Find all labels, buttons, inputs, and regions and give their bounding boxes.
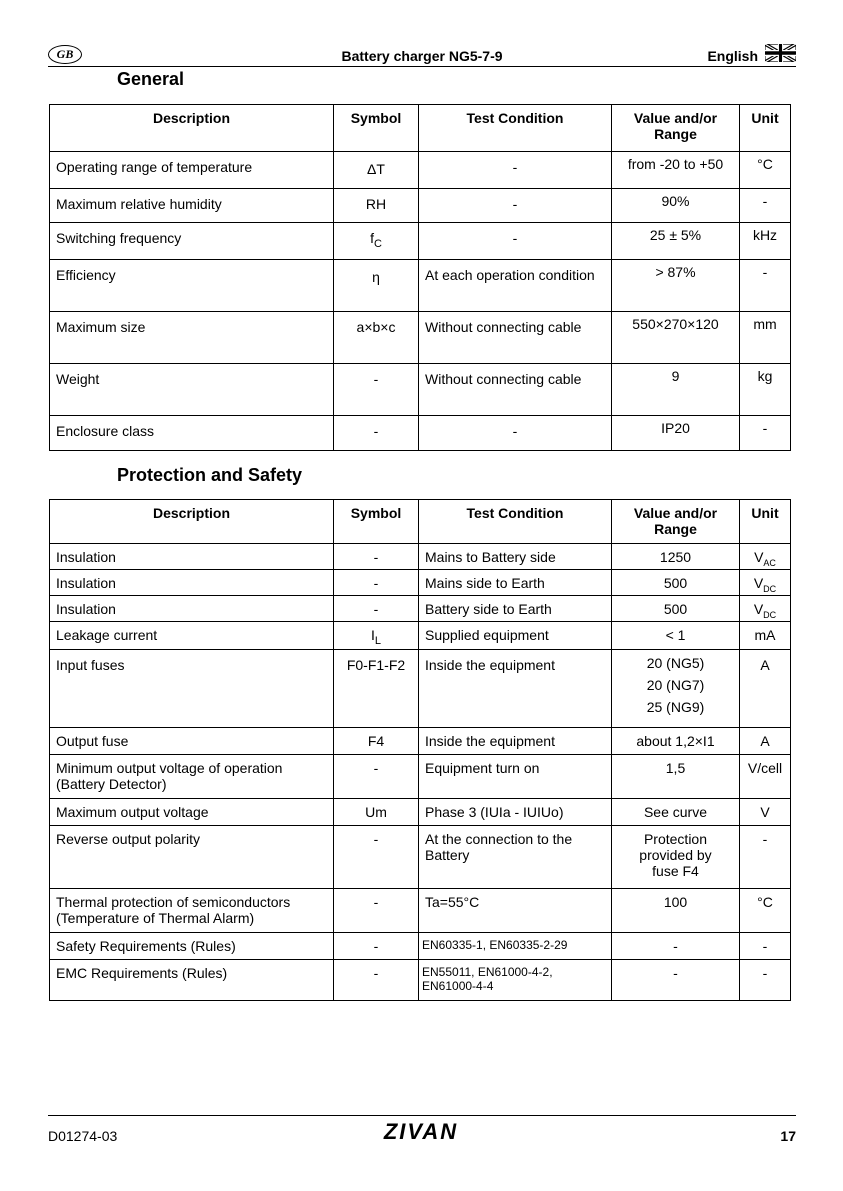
language-label: English	[707, 48, 758, 64]
cell-condition: EN60335-1, EN60335-2-29	[419, 933, 612, 960]
cell-unit: -	[740, 933, 791, 960]
cell-unit: -	[740, 960, 791, 1001]
cell-symbol: a×b×c	[334, 312, 419, 364]
cell-value: 20 (NG5)	[646, 655, 705, 671]
cell-condition: -	[419, 223, 612, 260]
column-header: Test Condition	[419, 105, 612, 152]
cell-value: Protection provided by fuse F4	[612, 826, 740, 889]
column-header: Test Condition	[419, 500, 612, 544]
cell-unit: V/cell	[740, 755, 791, 799]
cell-symbol: F0-F1-F2	[334, 650, 419, 728]
table-row	[50, 596, 791, 622]
cell-value-list	[612, 650, 740, 728]
cell-value: > 87%	[612, 260, 740, 312]
cell-unit: $V_{AC}$	[740, 544, 791, 570]
cell-unit: A	[740, 728, 791, 755]
cell-value: about 1,2×I1	[612, 728, 740, 755]
table-row	[50, 364, 791, 416]
table-row	[50, 189, 791, 223]
table-row	[50, 933, 791, 960]
cell-condition: At the connection to the Battery	[419, 826, 612, 889]
column-header: Symbol	[334, 105, 419, 152]
cell-unit: kg	[740, 364, 791, 416]
table-row	[50, 960, 791, 1001]
cell-description: Enclosure class	[50, 416, 334, 451]
cell-description: Maximum output voltage	[50, 799, 334, 826]
cell-symbol: -	[334, 960, 419, 1001]
cell-symbol: F4	[334, 728, 419, 755]
section-title-protection: Protection and Safety	[117, 465, 303, 485]
cell-symbol: $I_L$	[334, 622, 419, 650]
svg-text:ZIVAN: ZIVAN	[383, 1120, 459, 1142]
table-row	[50, 826, 791, 889]
cell-symbol: -	[334, 570, 419, 596]
column-header: Unit	[740, 500, 791, 544]
column-header: Value and/or Range	[612, 500, 740, 544]
cell-symbol: -	[334, 826, 419, 889]
cell-unit: $V_{DC}$	[740, 570, 791, 596]
cell-condition: Without connecting cable	[419, 312, 612, 364]
cell-value: -	[612, 933, 740, 960]
document-title: Battery charger NG5-7-9	[341, 48, 503, 64]
cell-value: IP20	[612, 416, 740, 451]
section-title-general: General	[117, 69, 185, 89]
cell-symbol: η	[334, 260, 419, 312]
cell-description: Efficiency	[50, 260, 334, 312]
cell-description: Switching frequency	[50, 223, 334, 260]
table-row	[50, 260, 791, 312]
table-row	[50, 312, 791, 364]
cell-condition: At each operation condition	[419, 260, 612, 312]
table-row	[50, 152, 791, 189]
cell-value: < 1	[612, 622, 740, 650]
cell-symbol: -	[334, 933, 419, 960]
cell-symbol: $f_C$	[334, 223, 419, 260]
cell-value: 90%	[612, 189, 740, 223]
cell-description: Input fuses	[50, 650, 334, 728]
cell-value: See curve	[612, 799, 740, 826]
cell-description: Insulation	[50, 596, 334, 622]
table-row	[50, 728, 791, 755]
table-row	[50, 416, 791, 451]
cell-condition: Mains side to Earth	[419, 570, 612, 596]
cell-condition: Mains to Battery side	[419, 544, 612, 570]
cell-description: Thermal protection of semiconductors (Temperature of Thermal Alarm)	[50, 889, 334, 933]
cell-unit: °C	[740, 889, 791, 933]
cell-value: 1250	[612, 544, 740, 570]
cell-unit: -	[740, 189, 791, 223]
column-header: Unit	[740, 105, 791, 152]
cell-symbol: -	[334, 889, 419, 933]
cell-unit: mm	[740, 312, 791, 364]
cell-value: 100	[612, 889, 740, 933]
cell-condition: Supplied equipment	[419, 622, 612, 650]
cell-unit: -	[740, 260, 791, 312]
cell-condition: Equipment turn on	[419, 755, 612, 799]
gb-badge: GB	[48, 45, 82, 64]
cell-value: 9	[612, 364, 740, 416]
cell-value: from -20 to +50	[612, 152, 740, 189]
cell-description: Maximum relative humidity	[50, 189, 334, 223]
table-row	[50, 223, 791, 260]
page-footer	[48, 1115, 796, 1144]
cell-description: Maximum size	[50, 312, 334, 364]
table-row	[50, 799, 791, 826]
cell-symbol: RH	[334, 189, 419, 223]
cell-unit: -	[740, 416, 791, 451]
cell-description: Insulation	[50, 544, 334, 570]
cell-description: EMC Requirements (Rules)	[50, 960, 334, 1001]
cell-symbol: Um	[334, 799, 419, 826]
cell-description: Insulation	[50, 570, 334, 596]
uk-flag-icon	[765, 44, 796, 62]
cell-unit: mA	[740, 622, 791, 650]
cell-condition: -	[419, 152, 612, 189]
column-header: Description	[50, 105, 334, 152]
cell-condition: -	[419, 416, 612, 451]
cell-description: Operating range of temperature	[50, 152, 334, 189]
cell-condition: Without connecting cable	[419, 364, 612, 416]
cell-description: Output fuse	[50, 728, 334, 755]
cell-value: 500	[612, 570, 740, 596]
cell-symbol: -	[334, 596, 419, 622]
general-table	[49, 104, 791, 451]
column-header: Symbol	[334, 500, 419, 544]
column-header: Description	[50, 500, 334, 544]
cell-symbol: -	[334, 416, 419, 451]
table-row	[50, 755, 791, 799]
table-row	[50, 650, 791, 728]
cell-description: Safety Requirements (Rules)	[50, 933, 334, 960]
table-header-row	[50, 500, 791, 544]
cell-description: Reverse output polarity	[50, 826, 334, 889]
cell-symbol: -	[334, 544, 419, 570]
cell-value: 20 (NG7)	[646, 677, 705, 693]
table-header-row	[50, 105, 791, 152]
cell-unit: °C	[740, 152, 791, 189]
cell-value: 25 ± 5%	[612, 223, 740, 260]
protection-table	[49, 499, 791, 1001]
cell-value: 25 (NG9)	[646, 699, 705, 715]
cell-condition: Battery side to Earth	[419, 596, 612, 622]
cell-description: Minimum output voltage of operation (Battery Detector)	[50, 755, 334, 799]
cell-condition: Inside the equipment	[419, 650, 612, 728]
cell-unit: kHz	[740, 223, 791, 260]
cell-description: Leakage current	[50, 622, 334, 650]
cell-symbol: -	[334, 755, 419, 799]
cell-unit: V	[740, 799, 791, 826]
cell-value: 1,5	[612, 755, 740, 799]
cell-value: 500	[612, 596, 740, 622]
column-header: Value and/or Range	[612, 105, 740, 152]
cell-unit: $V_{DC}$	[740, 596, 791, 622]
cell-condition: Ta=55°C	[419, 889, 612, 933]
cell-condition: Inside the equipment	[419, 728, 612, 755]
cell-symbol: ΔT	[334, 152, 419, 189]
table-row	[50, 622, 791, 650]
cell-condition: Phase 3 (IUIa - IUIUo)	[419, 799, 612, 826]
page-header	[48, 42, 796, 67]
cell-unit: A	[740, 650, 791, 728]
table-row	[50, 544, 791, 570]
cell-value: -	[612, 960, 740, 1001]
cell-description: Weight	[50, 364, 334, 416]
document-code: D01274-03	[48, 1128, 118, 1144]
cell-unit: -	[740, 826, 791, 889]
page-number: 17	[780, 1128, 796, 1144]
zivan-logo	[368, 1120, 474, 1142]
cell-condition: -	[419, 189, 612, 223]
table-row	[50, 889, 791, 933]
cell-value: 550×270×120	[612, 312, 740, 364]
table-row	[50, 570, 791, 596]
cell-condition: EN55011, EN61000-4-2, EN61000-4-4	[419, 960, 612, 1001]
cell-symbol: -	[334, 364, 419, 416]
